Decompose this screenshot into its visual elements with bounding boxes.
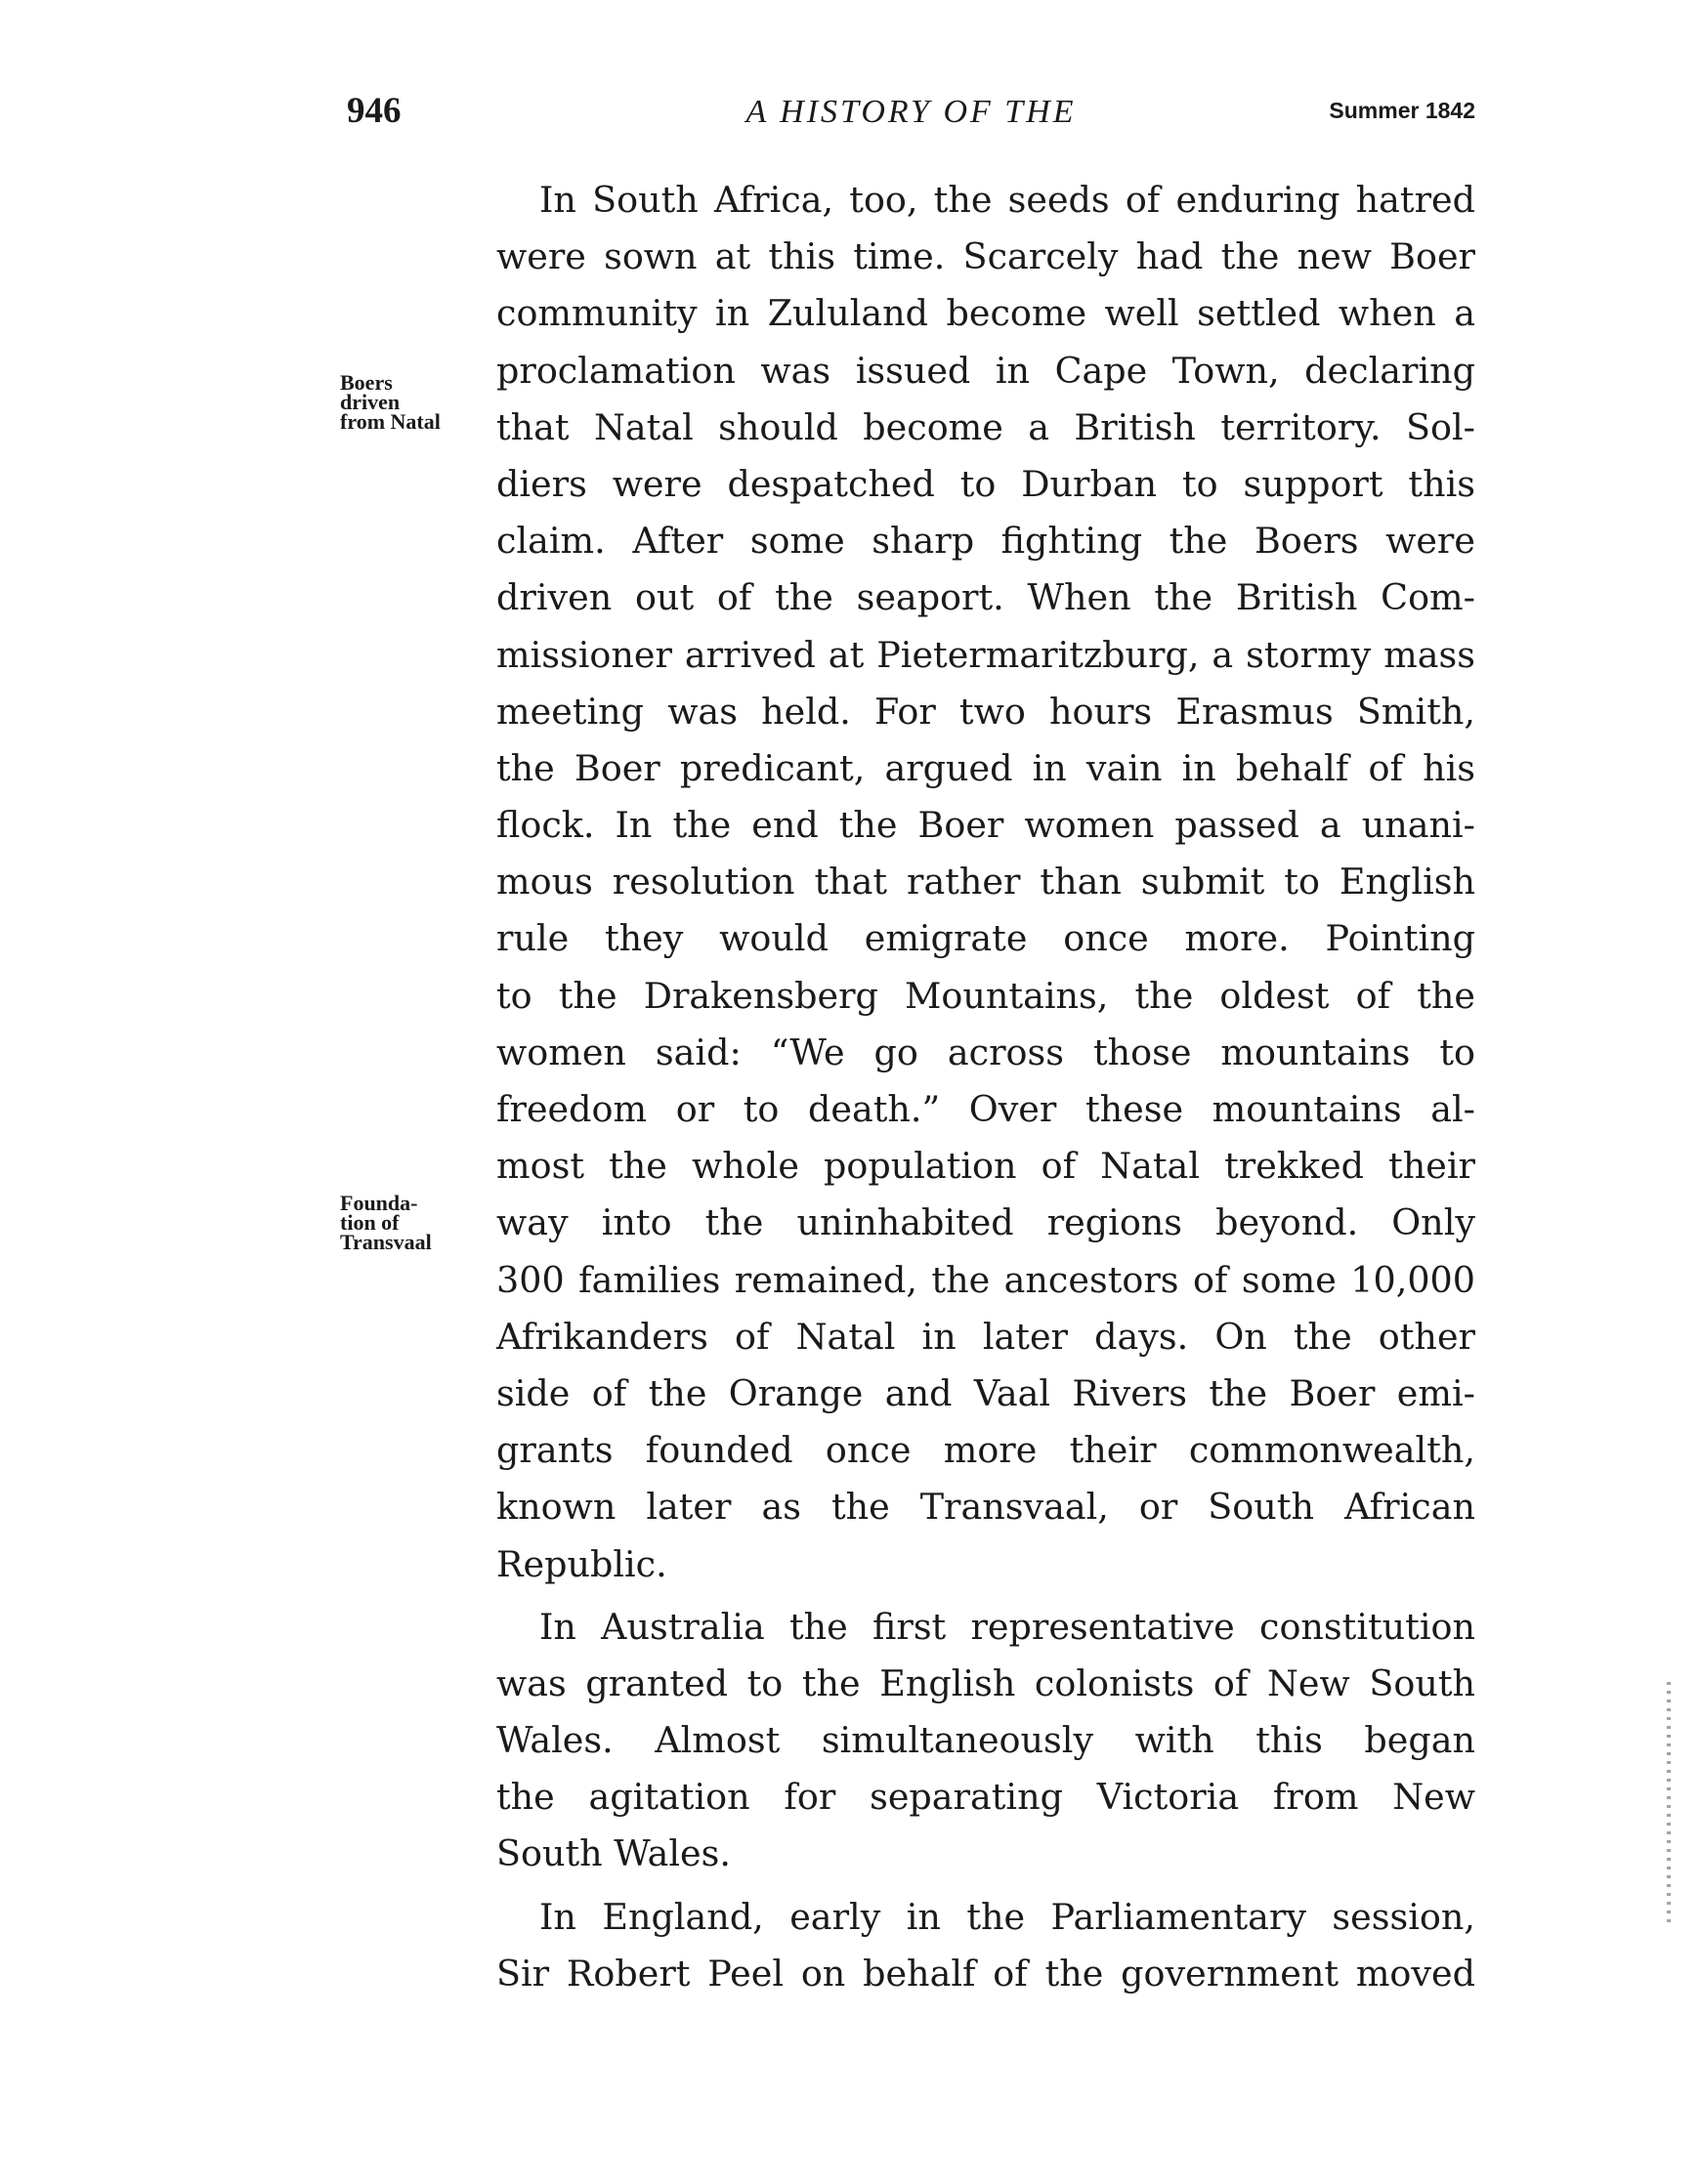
text-line: diers were despatched to Durban to support this (496, 462, 1475, 505)
text-line: In Australia the first representative constitution (539, 1605, 1475, 1648)
sidenote-line: Boers (340, 370, 393, 395)
text-line: driven out of the seaport. When the British Com- (496, 576, 1475, 619)
text-line: most the whole population of Natal trekked their (496, 1145, 1475, 1188)
text-line: flock. In the end the Boer women passed a unani- (496, 804, 1475, 847)
text-line: meeting was held. For two hours Erasmus Smith, (496, 690, 1475, 733)
sidenote-foundation-transvaal (340, 1191, 432, 1254)
text-line: Sir Robert Peel on behalf of the government moved (496, 1952, 1475, 1995)
scan-artifact-mark (1667, 1682, 1671, 1926)
text-line: was granted to the English colonists of New South (496, 1661, 1475, 1704)
sidenote-line: Transvaal (340, 1230, 432, 1254)
text-line: grants founded once more their commonwealth, (496, 1429, 1475, 1472)
text-line: In South Africa, too, the seeds of enduring hatred (539, 179, 1475, 221)
sidenote-boers-driven (340, 370, 441, 434)
text-line: 300 families remained, the ancestors of some 10,000 (496, 1258, 1475, 1301)
text-line: side of the Orange and Vaal Rivers the Boer emi- (496, 1371, 1475, 1414)
text-line: were sown at this time. Scarcely had the new Boer (496, 235, 1475, 278)
text-line: rule they would emigrate once more. Pointing (496, 917, 1475, 960)
paragraph-england (496, 1889, 1475, 2002)
text-line: freedom or to death.” Over these mountains al- (496, 1088, 1475, 1130)
date-marker: Summer 1842 (1329, 98, 1475, 123)
paragraph-south-africa (496, 172, 1475, 1593)
text-line: claim. After some sharp fighting the Boers were (496, 520, 1475, 563)
text-line: mous resolution that rather than submit to English (496, 861, 1475, 903)
text-line: that Natal should become a British territory. Sol- (496, 405, 1475, 448)
text-line: to the Drakensberg Mountains, the oldest of the (496, 974, 1475, 1017)
text-line: Republic. (496, 1542, 667, 1585)
running-title: A HISTORY OF THE (745, 94, 1077, 130)
text-line: Afrikanders of Natal in later days. On the other (496, 1315, 1475, 1358)
sidenote-line: driven (340, 390, 401, 414)
text-line: way into the uninhabited regions beyond. Only (496, 1201, 1475, 1244)
text-line: In England, early in the Parliamentary session, (539, 1895, 1475, 1938)
text-line: known later as the Transvaal, or South African (496, 1486, 1475, 1529)
text-line: the agitation for separating Victoria from New (496, 1776, 1475, 1819)
text-line: South Wales. (496, 1832, 731, 1875)
text-line: women said: “We go across those mountains to (496, 1030, 1475, 1073)
text-line: proclamation was issued in Cape Town, declaring (496, 349, 1475, 392)
text-line: community in Zululand become well settled when a (496, 292, 1475, 335)
text-line: missioner arrived at Pietermaritzburg, a stormy mass (496, 633, 1475, 676)
body-text (496, 172, 1475, 2002)
text-line: the Boer predicant, argued in vain in behalf of his (496, 746, 1475, 789)
paragraph-australia (496, 1599, 1475, 1883)
page-header (347, 90, 1475, 139)
sidenote-line: tion of (340, 1210, 400, 1235)
sidenote-line: from Natal (340, 409, 441, 434)
sidenote-line: Founda- (340, 1191, 418, 1215)
page-number: 946 (347, 91, 402, 131)
text-line: Wales. Almost simultaneously with this began (496, 1719, 1475, 1762)
